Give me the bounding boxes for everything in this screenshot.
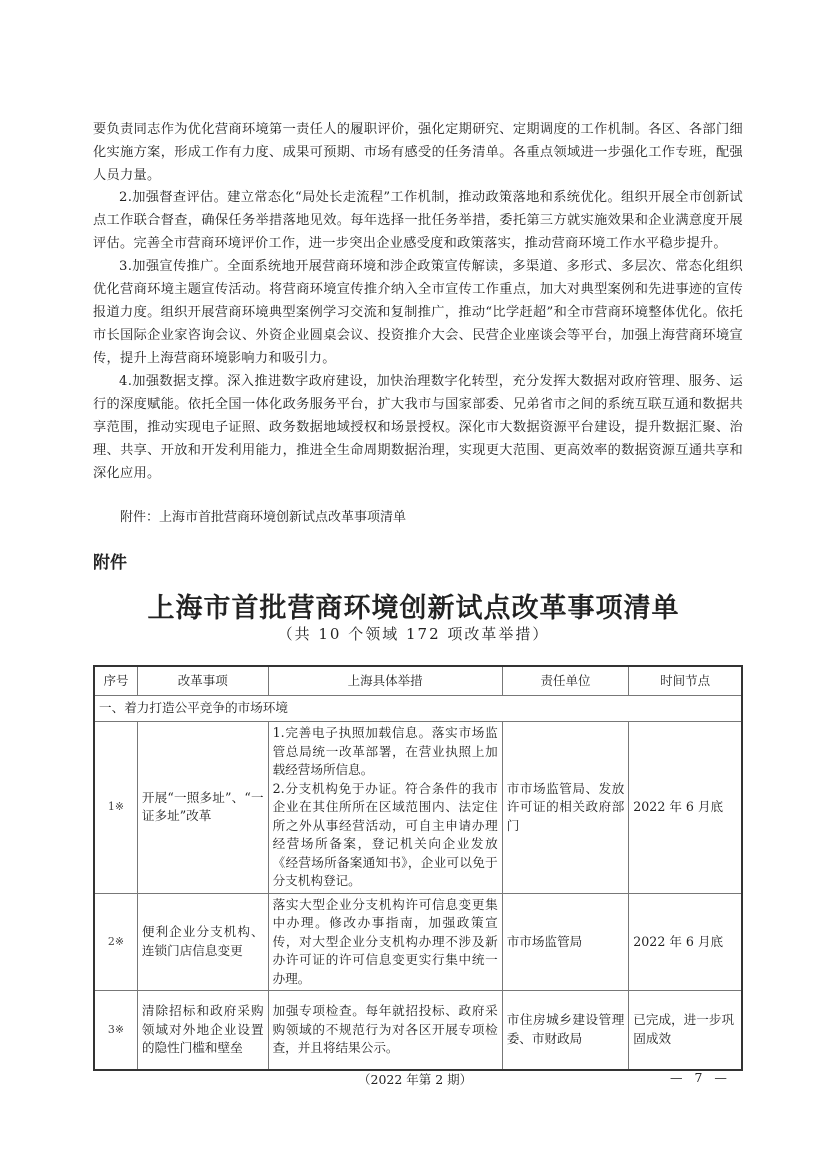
paragraph-3 bbox=[93, 255, 743, 370]
paragraph-2 bbox=[93, 186, 743, 255]
attachment-reference: 附件：上海市首批营商环境创新试点改革事项清单 bbox=[120, 510, 407, 525]
table-row bbox=[94, 893, 742, 991]
reform-items-table bbox=[93, 665, 743, 1071]
header-measure: 上海具体举措 bbox=[268, 666, 502, 696]
header-time: 时间节点 bbox=[629, 666, 742, 696]
row-item: 开展“一照多址”、“一证多址”改革 bbox=[137, 722, 268, 894]
paragraph-4 bbox=[93, 370, 743, 485]
row-time: 2022 年 6 月底 bbox=[629, 722, 742, 894]
row-no: 3※ bbox=[94, 991, 137, 1070]
header-no: 序号 bbox=[94, 666, 137, 696]
table-header-row bbox=[94, 666, 742, 696]
paragraph-3-text: 3.加强宣传推广。全面系统地开展营商环境和涉企政策宣传解读，多渠道、多形式、多层次、常态化组织优化营商环境主题宣传活动。将营商环境宣传推介纳入全市宣传工作重点，加大对典型案例和先进事迹的宣传报道力度。组织开展营商环境典型案例学习交流和复制推广，推动“比学赶超”和全市营商环境整体优化。依托市长国际企业家咨询会议、外资企业圆桌会议、投资推介大会、民营企业座谈会等平台，加强上海营商环境宣传，提升上海营商环境影响力和吸引力。 bbox=[93, 259, 743, 366]
row-item: 便利企业分支机构、连锁门店信息变更 bbox=[137, 893, 268, 991]
table-row bbox=[94, 722, 742, 894]
section-title: 一、着力打造公平竞争的市场环境 bbox=[94, 696, 742, 722]
paragraph-2-text: 2.加强督查评估。建立常态化“局处长走流程”工作机制，推动政策落地和系统优化。组织开展全市创新试点工作联合督查，确保任务举措落地见效。每年选择一批任务举措，委托第三方就实施效果和企业满意度开展评估。完善全市营商环境评价工作，进一步突出企业感受度和政策落实，推动营商环境工作水平稳步提升。 bbox=[93, 190, 743, 251]
row-measure: 落实大型企业分支机构许可信息变更集中办理。修改办事指南，加强政策宣传，对大型企业分支机构办理不涉及新办许可证的许可信息变更实行集中统一办理。 bbox=[268, 893, 502, 991]
attachment-title: 上海市首批营商环境创新试点改革事项清单 bbox=[147, 593, 680, 624]
paragraph-4-text: 4.加强数据支撑。深入推进数字政府建设，加快治理数字化转型，充分发挥大数据对政府管理、服务、运行的深度赋能。依托全国一体化政务服务平台，扩大我市与国家部委、兄弟省市之间的系统互联互通和数据共享范围，推动实现电子证照、政务数据地域授权和场景授权。深化市大数据资源平台建设，提升数据汇聚、治理、共享、开放和开发利用能力，推进全生命周期数据治理，实现更大范围、更高效率的数据资源互通共享和深化应用。 bbox=[93, 374, 743, 481]
section-row bbox=[94, 696, 742, 722]
header-item: 改革事项 bbox=[137, 666, 268, 696]
attachment-label: 附件 bbox=[93, 553, 127, 573]
header-unit: 责任单位 bbox=[502, 666, 629, 696]
paragraph-1: 要负责同志作为优化营商环境第一责任人的履职评价，强化定期研究、定期调度的工作机制。各区、各部门细化实施方案，形成工作有力度、成果可预期、市场有感受的任务清单。各重点领域进一步强化工作专班，配强人员力量。 bbox=[93, 122, 743, 183]
row-time: 已完成，进一步巩固成效 bbox=[629, 991, 742, 1070]
row-unit: 市市场监管局 bbox=[502, 893, 629, 991]
row-measure: 加强专项检查。每年就招投标、政府采购领域的不规范行为对各区开展专项检查，并且将结果公示。 bbox=[268, 991, 502, 1070]
row-no: 1※ bbox=[94, 722, 137, 894]
row-measure: 1.完善电子执照加载信息。落实市场监管总局统一改革部署，在营业执照上加载经营场所信息。 2.分支机构免于办证。符合条件的我市企业在其住所所在区域范围内、法定住所之外从事经营活动，可自主申请办理经营场所备案，登记机关向企业发放《经营场所备案通知书》，企业可以免于分支机构登记。 bbox=[268, 722, 502, 894]
table-row bbox=[94, 991, 742, 1070]
row-time: 2022 年 6 月底 bbox=[629, 893, 742, 991]
attachment-subtitle: （共 10 个领域 172 项改革举措） bbox=[277, 625, 550, 643]
page-number: — 7 — bbox=[670, 1070, 731, 1085]
row-no: 2※ bbox=[94, 893, 137, 991]
row-unit: 市市场监管局、发放许可证的相关政府部门 bbox=[502, 722, 629, 894]
footer-issue: （2022 年第 2 期） bbox=[358, 1072, 473, 1087]
row-unit: 市住房城乡建设管理委、市财政局 bbox=[502, 991, 629, 1070]
row-item: 清除招标和政府采购领域对外地企业设置的隐性门槛和壁垒 bbox=[137, 991, 268, 1070]
